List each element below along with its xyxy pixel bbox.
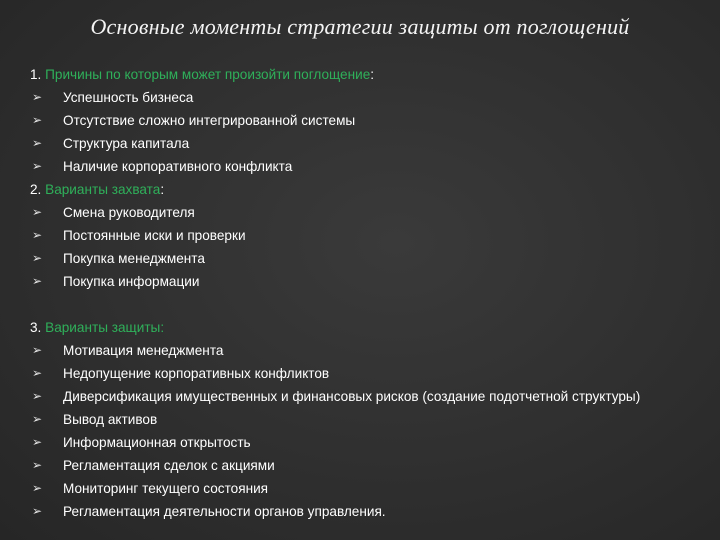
arrow-bullet-icon: ➢ (32, 90, 43, 104)
arrow-bullet-icon: ➢ (32, 343, 43, 357)
list-item: ➢ Диверсификация имущественных и финансовых рисков (создание подотчетной структуры) (32, 389, 641, 404)
arrow-bullet-icon: ➢ (32, 113, 43, 127)
list-item: ➢ Мотивация менеджмента (30, 339, 690, 362)
arrow-bullet-icon: ➢ (32, 458, 43, 472)
list-item: ➢ Недопущение корпоративных конфликтов (30, 362, 690, 385)
arrow-bullet-icon: ➢ (32, 389, 43, 403)
arrow-bullet-icon: ➢ (32, 205, 43, 219)
slide-content (30, 63, 690, 523)
arrow-bullet-icon: ➢ (32, 366, 43, 380)
section-1-heading: 1. Причины по которым может произойти поглощение: (30, 67, 375, 82)
arrow-bullet-icon: ➢ (32, 228, 43, 242)
list-item: ➢ Покупка информации (30, 270, 690, 293)
section-2-heading: 2. Варианты захвата: (30, 182, 165, 197)
list-item: ➢ Отсутствие сложно интегрированной системы (30, 109, 690, 132)
list-item: ➢ Вывод активов (30, 408, 690, 431)
list-item: ➢ Наличие корпоративного конфликта (30, 155, 690, 178)
list-item: ➢ Смена руководителя (30, 201, 690, 224)
spacer (30, 293, 690, 316)
arrow-bullet-icon: ➢ (32, 481, 43, 495)
arrow-bullet-icon: ➢ (32, 136, 43, 150)
list-item: ➢ Регламентация деятельности органов управления. (30, 500, 690, 523)
list-item: ➢ Покупка менеджмента (30, 247, 690, 270)
list-item: ➢ Постоянные иски и проверки (30, 224, 690, 247)
arrow-bullet-icon: ➢ (32, 504, 43, 518)
section-3-heading: 3. Варианты защиты: (30, 320, 165, 335)
arrow-bullet-icon: ➢ (32, 251, 43, 265)
list-item: ➢ Успешность бизнеса (30, 86, 690, 109)
list-item: ➢ Информационная открытость (30, 431, 690, 454)
arrow-bullet-icon: ➢ (32, 412, 43, 426)
list-item: ➢ Мониторинг текущего состояния (30, 477, 690, 500)
list-item: ➢ Регламентация сделок с акциями (30, 454, 690, 477)
slide-title: Основные моменты стратегии защиты от поглощений (90, 14, 630, 39)
arrow-bullet-icon: ➢ (32, 159, 43, 173)
arrow-bullet-icon: ➢ (32, 274, 43, 288)
list-item: ➢ Структура капитала (30, 132, 690, 155)
arrow-bullet-icon: ➢ (32, 435, 43, 449)
